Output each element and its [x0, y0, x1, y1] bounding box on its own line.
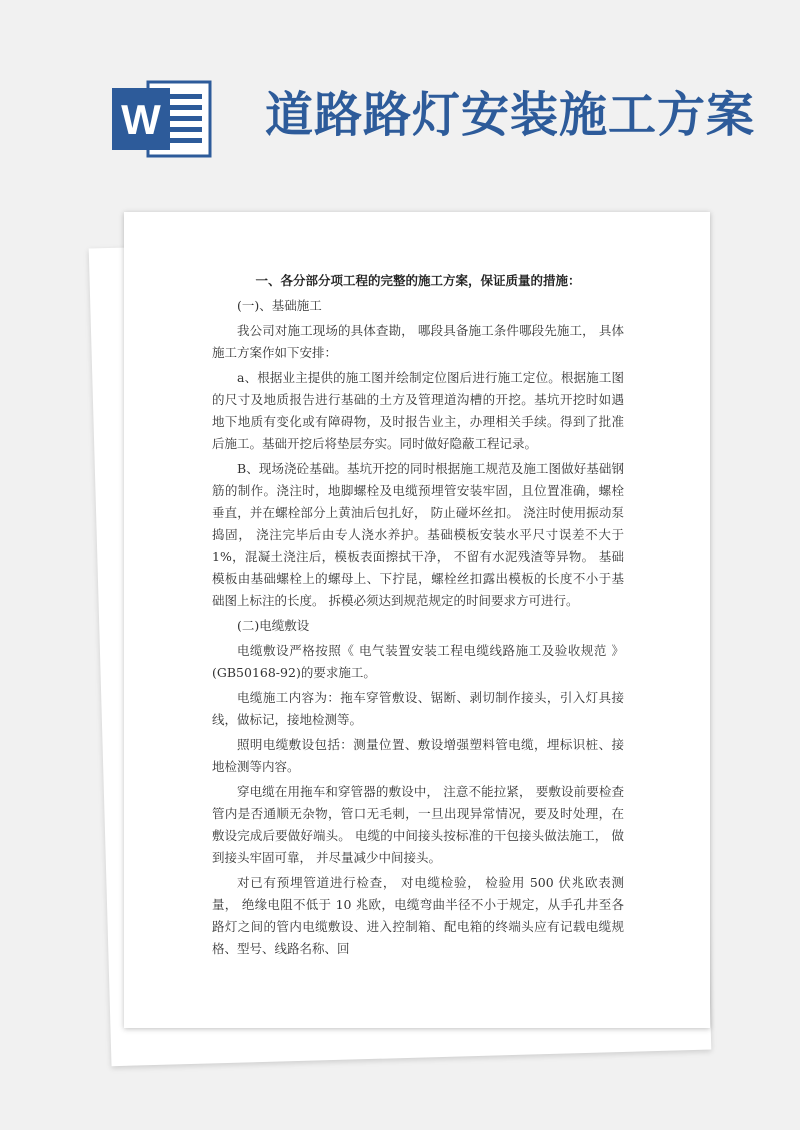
subsection-title-cable: (二)电缆敷设 — [237, 618, 310, 633]
document-body — [212, 270, 624, 963]
word-icon-letter: W — [121, 96, 161, 143]
word-document-icon — [112, 80, 212, 158]
paragraph: 穿电缆在用拖车和穿管器的敷设中， 注意不能拉紧， 要敷设前要检查管内是否通顺无杂物，管口无毛刺，一旦出现异常情况，要及时处理，在敷设完成后要做好端头。 电缆的中间接头按标准的干包接头做法施工， 做到接头牢固可靠， 并尽量减少中间接头。 — [212, 784, 624, 865]
paragraph: 我公司对施工现场的具体查勘， 哪段具备施工条件哪段先施工， 具体施工方案作如下安排： — [212, 323, 624, 360]
subsection-title-foundation: (一)、基础施工 — [237, 298, 322, 313]
paragraph: B、现场浇砼基础。基坑开挖的同时根据施工规范及施工图做好基础钢筋的制作。浇注时，地脚螺栓及电缆预埋管安装牢固，且位置准确，螺栓垂直，并在螺栓部分上黄油后包扎好， 防止碰坏丝扣。 浇注时使用振动泵捣固， 浇注完毕后由专人浇水养护。基础模板安装水平尺寸误差不大于 1%，混凝土浇注后，模板表面擦拭干净， 不留有水泥残渣等异物。 基础模板由基础螺栓上的螺母上、下拧昆，螺栓丝扣露出模板的长度不小于基础图上标注的长度。 拆模必须达到规范规定的时间要求方可进行。 — [212, 461, 624, 608]
paragraph: 电缆敷设严格按照《 电气装置安装工程电缆线路施工及验收规范 》(GB50168-92)的要求施工。 — [212, 643, 624, 680]
page-header — [0, 0, 800, 200]
paragraph: 照明电缆敷设包括：测量位置、敷设增强塑料管电缆，埋标识桩、接地检测等内容。 — [212, 737, 624, 774]
paragraph: 电缆施工内容为：拖车穿管敷设、锯断、剥切制作接头，引入灯具接线，做标记，接地检测等。 — [212, 690, 624, 727]
section-heading: 一、各分部分项工程的完整的施工方案，保证质量的措施： — [255, 273, 581, 288]
paragraph: 对已有预埋管道进行检查， 对电缆检验， 检验用 500 伏兆欧表测量， 绝缘电阻不低于 10 兆欧，电缆弯曲半径不小于规定，从手孔井至各路灯之间的管内电缆敷设、进入控制箱、配电箱的终端头应有记载电缆规格、型号、线路名称、回 — [212, 875, 624, 956]
document-title: 道路路灯安装施工方案 — [265, 87, 756, 143]
paragraph: a、根据业主提供的施工图并绘制定位图后进行施工定位。根据施工图的尺寸及地质报告进行基础的土方及管理道沟槽的开挖。基坑开挖时如遇地下地质有变化或有障碍物，及时报告业主，办理相关手续。得到了批准后施工。基础开挖后将垫层夯实。同时做好隐蔽工程记录。 — [212, 370, 624, 451]
